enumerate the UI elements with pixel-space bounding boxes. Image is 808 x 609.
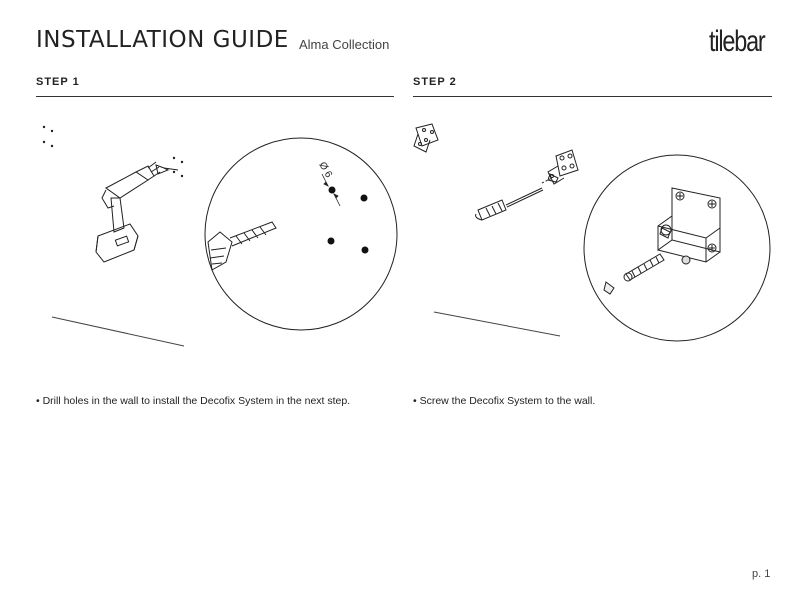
hole-marks-small [43,126,183,177]
step-1-illustration [36,110,406,370]
drill-bit-closeup [208,222,276,270]
screwdriver-icon [476,188,543,220]
step-2-illustration [410,110,780,370]
page-number: p. 1 [752,568,771,580]
step-2-label: STEP 2 [413,76,457,88]
step-1-caption: • Drill holes in the wall to install the Decofix System in the next step. [36,395,351,407]
bracket-closeup [658,188,720,264]
zoom-circle [584,155,770,341]
step-2-rule [413,96,772,97]
collection-subtitle: Alma Collection [299,37,390,52]
decofix-bracket-small [414,124,438,152]
page-title: INSTALLATION GUIDE [36,27,289,53]
drill-icon [96,162,178,262]
zoom-circle [205,138,397,330]
hole-marks-large [328,187,369,254]
screw-and-bracket [542,150,578,184]
step-1-rule [36,96,394,97]
step-2-caption: • Screw the Decofix System to the wall. [413,395,596,407]
screw-closeup [604,254,664,294]
step-1-label: STEP 1 [36,76,80,88]
diameter-label: Ø 6 [316,160,334,180]
brand-logo: tilebar [709,25,765,58]
